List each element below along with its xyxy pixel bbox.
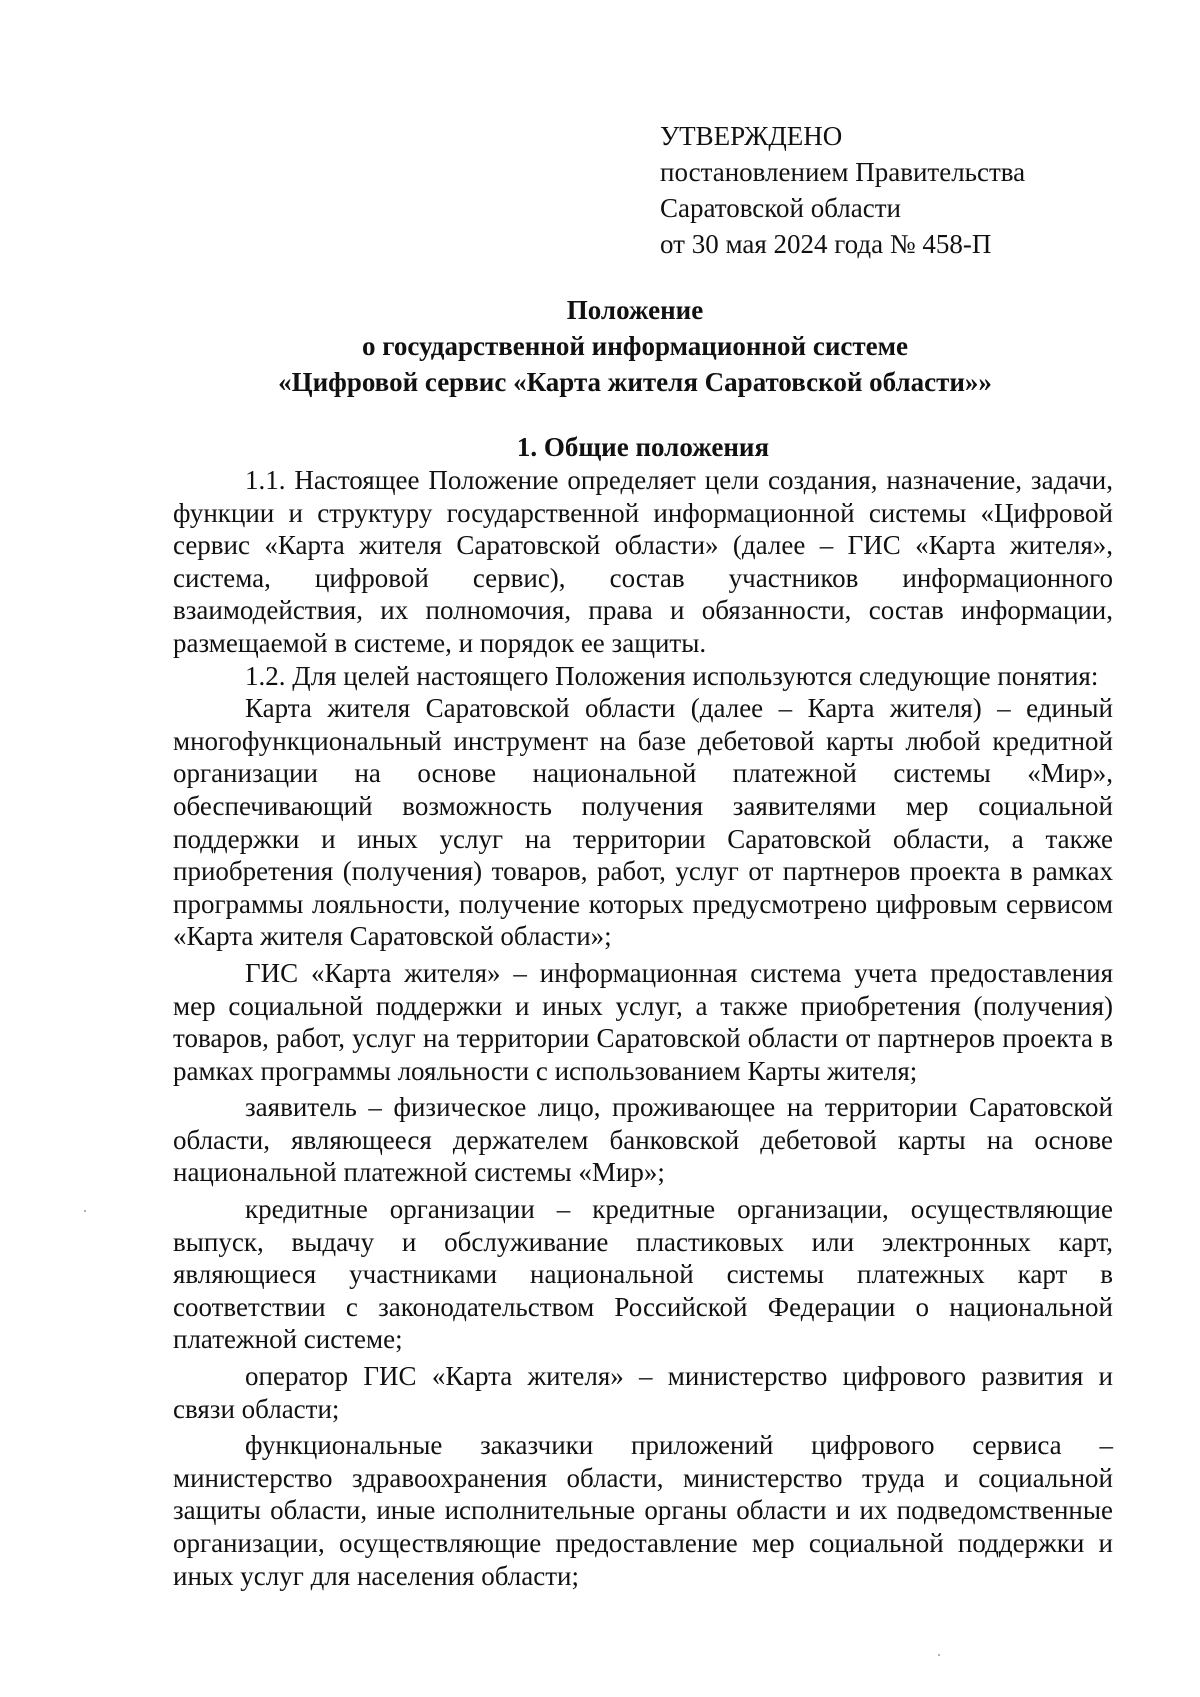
title-line-2: о государственной информационной системе <box>362 331 908 361</box>
definition-resident-card: Карта жителя Саратовской области (далее – Карта жителя) – единый многофункциональный инструмент на базе дебетовой карты любой кредитной организации на основе национальной платежной системы «Мир», обеспечивающий возможность получения заявителями мер социальной поддержки и иных услуг на территории Саратовской области, а также приобретения (получения) товаров, работ, услуг от партнеров проекта в рамках программы лояльности, получение которых предусмотрено цифровым сервисом «Карта жителя Саратовской области»; <box>173 693 1113 952</box>
approval-date-number: от 30 мая 2024 года № 458-П <box>660 229 992 259</box>
approval-region: Саратовской области <box>660 193 901 223</box>
definition-functional-customers: функциональные заказчики приложений цифрового сервиса – министерство здравоохранения области, министерство труда и социальной защиты области, иные исполнительные органы области и их подведомственные организации, осуществляющие предоставление мер социальной поддержки и иных услуг для населения области; <box>173 1430 1113 1591</box>
definition-gis: ГИС «Карта жителя» – информационная система учета предоставления мер социальной поддержки и иных услуг, а также приобретения (получения) товаров, работ, услуг на территории Саратовской области от партнеров проекта в рамках программы лояльности с использованием Карты жителя; <box>173 957 1113 1086</box>
title-line-3: «Цифровой сервис «Карта жителя Саратовской области»» <box>278 367 992 397</box>
scan-speck <box>84 1210 86 1212</box>
definition-operator: оператор ГИС «Карта жителя» – министерство цифрового развития и связи области; <box>173 1361 1113 1424</box>
approval-heading: УТВЕРЖДЕНО <box>660 121 843 151</box>
document-body <box>173 430 1113 1592</box>
definition-credit-organizations: кредитные организации – кредитные организации, осуществляющие выпуск, выдачу и обслуживание пластиковых или электронных карт, являющиеся участниками национальной системы платежных карт в соответствии с законодательством Российской Федерации о национальной платежной системе; <box>173 1194 1113 1355</box>
definition-applicant: заявитель – физическое лицо, проживающее на территории Саратовской области, являющееся держателем банковской дебетовой карты на основе национальной платежной системы «Мир»; <box>173 1092 1113 1188</box>
approval-authority: постановлением Правительства <box>660 157 1026 187</box>
paragraph-1-2: 1.2. Для целей настоящего Положения используются следующие понятия: <box>245 660 1099 691</box>
section-heading: 1. Общие положения <box>516 432 770 462</box>
document-title <box>170 292 1100 400</box>
scan-speck <box>938 1654 940 1656</box>
title-line-1: Положение <box>566 295 704 325</box>
approval-stamp-block <box>660 118 1025 262</box>
paragraph-1-1: 1.1. Настоящее Положение определяет цели создания, назначение, задачи, функции и структуру государственной информационной системы «Цифровой сервис «Карта жителя Саратовской области» (далее – ГИС «Карта жителя», система, цифровой сервис), состав участников информационного взаимодействия, их полномочия, права и обязанности, состав информации, размещаемой в системе, и порядок ее защиты. <box>173 465 1113 658</box>
